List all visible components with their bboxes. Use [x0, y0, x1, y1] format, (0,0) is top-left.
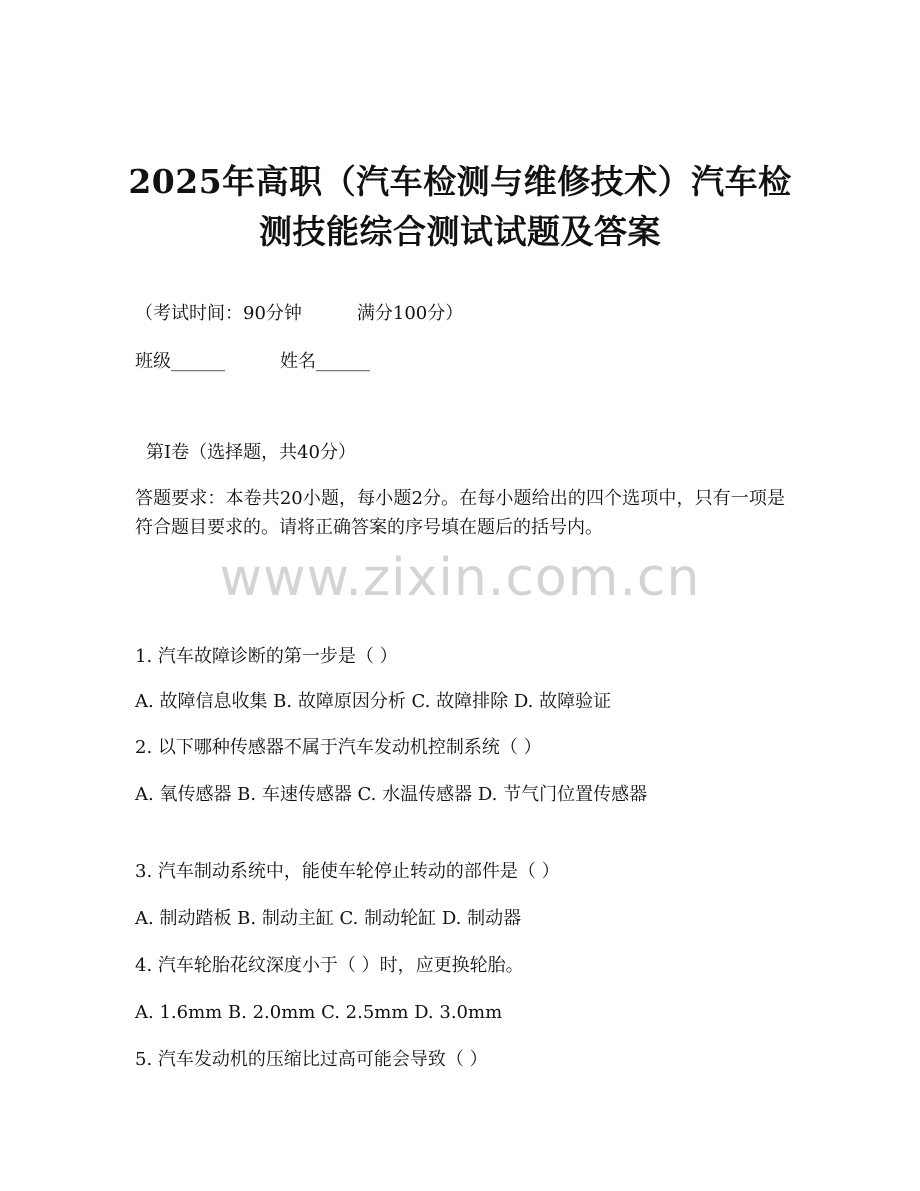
question-1-options: A. 故障信息收集 B. 故障原因分析 C. 故障排除 D. 故障验证 — [135, 691, 612, 712]
question-1: 1. 汽车故障诊断的第一步是（ ） — [135, 646, 398, 667]
section-title: 第Ⅰ卷（选择题，共40分） — [146, 442, 357, 463]
full-score: 满分100分） — [356, 303, 464, 324]
exam-info-line — [135, 302, 463, 326]
question-3: 3. 汽车制动系统中，能使车轮停止转动的部件是（ ） — [135, 861, 560, 882]
question-5: 5. 汽车发动机的压缩比过高可能会导致（ ） — [135, 1049, 488, 1070]
watermark: www.zixin.com.cn — [219, 548, 701, 608]
question-2: 2. 以下哪种传感器不属于汽车发动机控制系统（ ） — [135, 737, 542, 758]
document-title-line-2: 测技能综合测试试题及答案 — [259, 212, 661, 251]
student-info-line — [135, 350, 370, 374]
exam-time: （考试时间：90分钟 — [135, 303, 302, 324]
question-4: 4. 汽车轮胎花纹深度小于（ ）时，应更换轮胎。 — [135, 955, 524, 976]
question-4-options: A. 1.6mm B. 2.0mm C. 2.5mm D. 3.0mm — [135, 1002, 503, 1023]
name-field: 姓名______ — [280, 351, 370, 372]
instructions: 答题要求：本卷共20小题，每小题2分。在每小题给出的四个选项中，只有一项是符合题目要求的。请将正确答案的序号填在题后的括号内。 — [135, 488, 785, 538]
question-3-options: A. 制动踏板 B. 制动主缸 C. 制动轮缸 D. 制动器 — [135, 908, 522, 929]
class-field: 班级______ — [135, 351, 225, 372]
document-title-line-1: 2025年高职（汽车检测与维修技术）汽车检 — [128, 162, 792, 201]
question-2-options: A. 氧传感器 B. 车速传感器 C. 水温传感器 D. 节气门位置传感器 — [135, 784, 648, 805]
